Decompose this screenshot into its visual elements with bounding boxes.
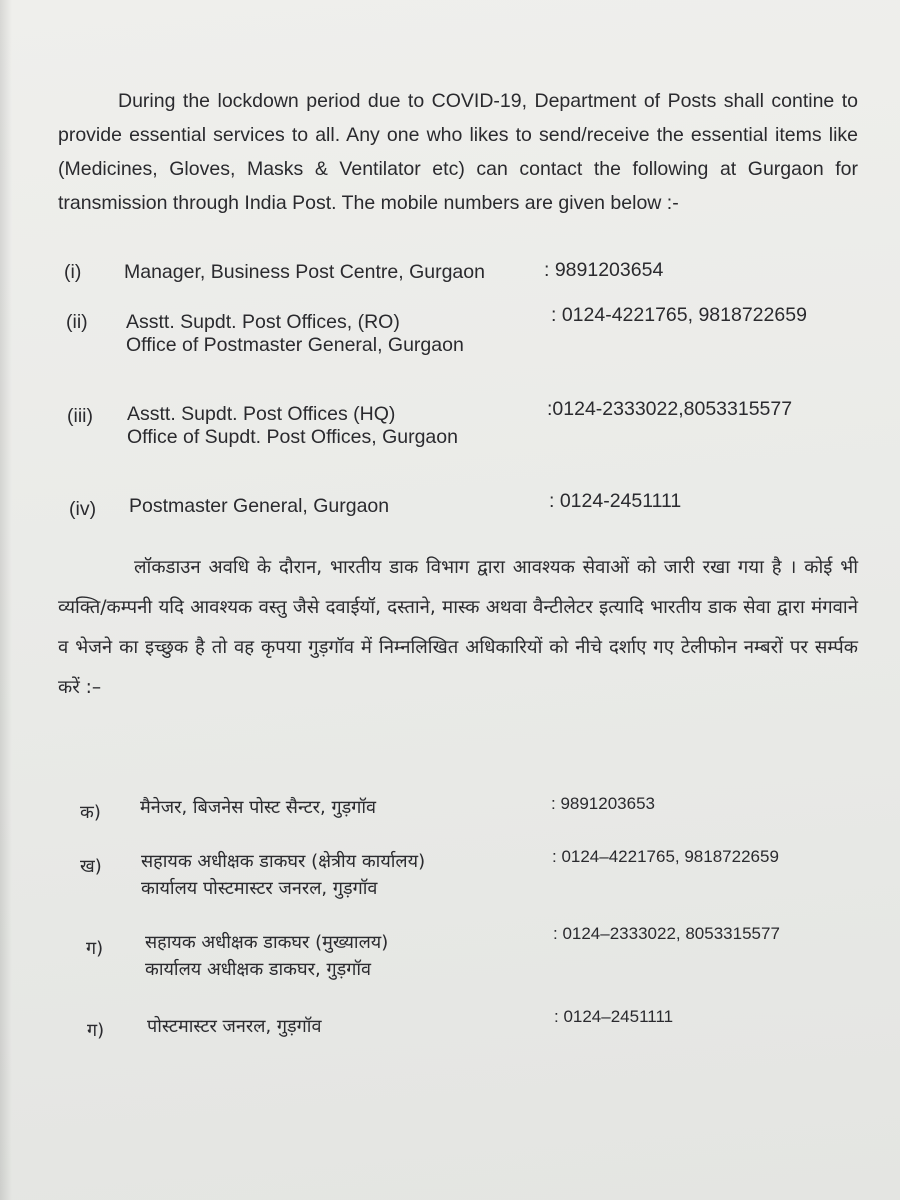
- contact-title: Asstt. Supdt. Post Offices (HQ): [127, 403, 396, 425]
- contact-index: (iii): [67, 405, 93, 427]
- contact-index: (iv): [69, 498, 97, 520]
- contact-index: ग): [86, 938, 104, 959]
- contact-index: ग): [87, 1020, 105, 1041]
- contact-title: Asstt. Supdt. Post Offices, (RO): [126, 311, 400, 333]
- contact-title: Postmaster General, Gurgaon: [129, 495, 390, 517]
- contact-title: सहायक अधीक्षक डाकघर (मुख्यालय): [145, 932, 389, 953]
- contact-phone: : 9891203653: [551, 794, 655, 813]
- contact-phone: : 9891203654: [544, 259, 664, 281]
- contact-phone: :0124-2333022,8053315577: [547, 398, 793, 420]
- contact-phone: : 0124–2333022, 8053315577: [553, 924, 780, 943]
- contact-phone: : 0124-2451111: [549, 490, 682, 512]
- contact-office: कार्यालय अधीक्षक डाकघर, गुड़गॉव: [145, 959, 372, 980]
- contact-index: (i): [64, 261, 82, 283]
- contact-phone: : 0124-4221765, 9818722659: [551, 304, 807, 326]
- contact-office: Office of Supdt. Post Offices, Gurgaon: [127, 426, 458, 448]
- contact-title: सहायक अधीक्षक डाकघर (क्षेत्रीय कार्यालय): [141, 851, 426, 872]
- contact-title: पोस्टमास्टर जनरल, गुड़गॉव: [147, 1016, 322, 1037]
- contact-index: (ii): [66, 311, 88, 333]
- contact-title: मैनेजर, बिजनेस पोस्ट सैन्टर, गुड़गॉव: [140, 797, 377, 818]
- contact-title: Manager, Business Post Centre, Gurgaon: [124, 261, 485, 283]
- contact-index: ख): [80, 856, 102, 877]
- contact-index: क): [80, 802, 101, 823]
- contact-office: कार्यालय पोस्टमास्टर जनरल, गुड़गॉव: [141, 878, 378, 899]
- contact-phone: : 0124–2451111: [554, 1007, 674, 1026]
- page-edge-shadow: [0, 0, 12, 1200]
- hindi-paragraph: लॉकडाउन अवधि के दौरान, भारतीय डाक विभाग द्वारा आवश्यक सेवाओं को जारी रखा गया है । कोई भी व्यक्ति/कम्पनी यदि आवश्यक वस्तु जैसे दवाईयॉ, दस्ताने, मास्क अथवा वैन्टीलेटर इत्यादि भारतीय डाक सेवा द्वारा मंगवाने व भेजने का इच्छुक है तो वह कृपया गुड़गॉव में निम्नलिखित अधिकारियों को नीचे दर्शाए गए टेलीफोन नम्बरों पर सर्म्पक करें :–: [58, 557, 858, 698]
- english-paragraph: During the lockdown period due to COVID-19, Department of Posts shall contine to provide essential services to all. Any one who likes to send/receive the essential items like (Medicines, Gloves, Masks & Ventilator etc) can contact the following at Gurgaon for transmission through India Post. The mobile numbers are given below :-: [58, 90, 858, 214]
- contact-office: Office of Postmaster General, Gurgaon: [126, 334, 464, 356]
- contact-phone: : 0124–4221765, 9818722659: [552, 847, 779, 866]
